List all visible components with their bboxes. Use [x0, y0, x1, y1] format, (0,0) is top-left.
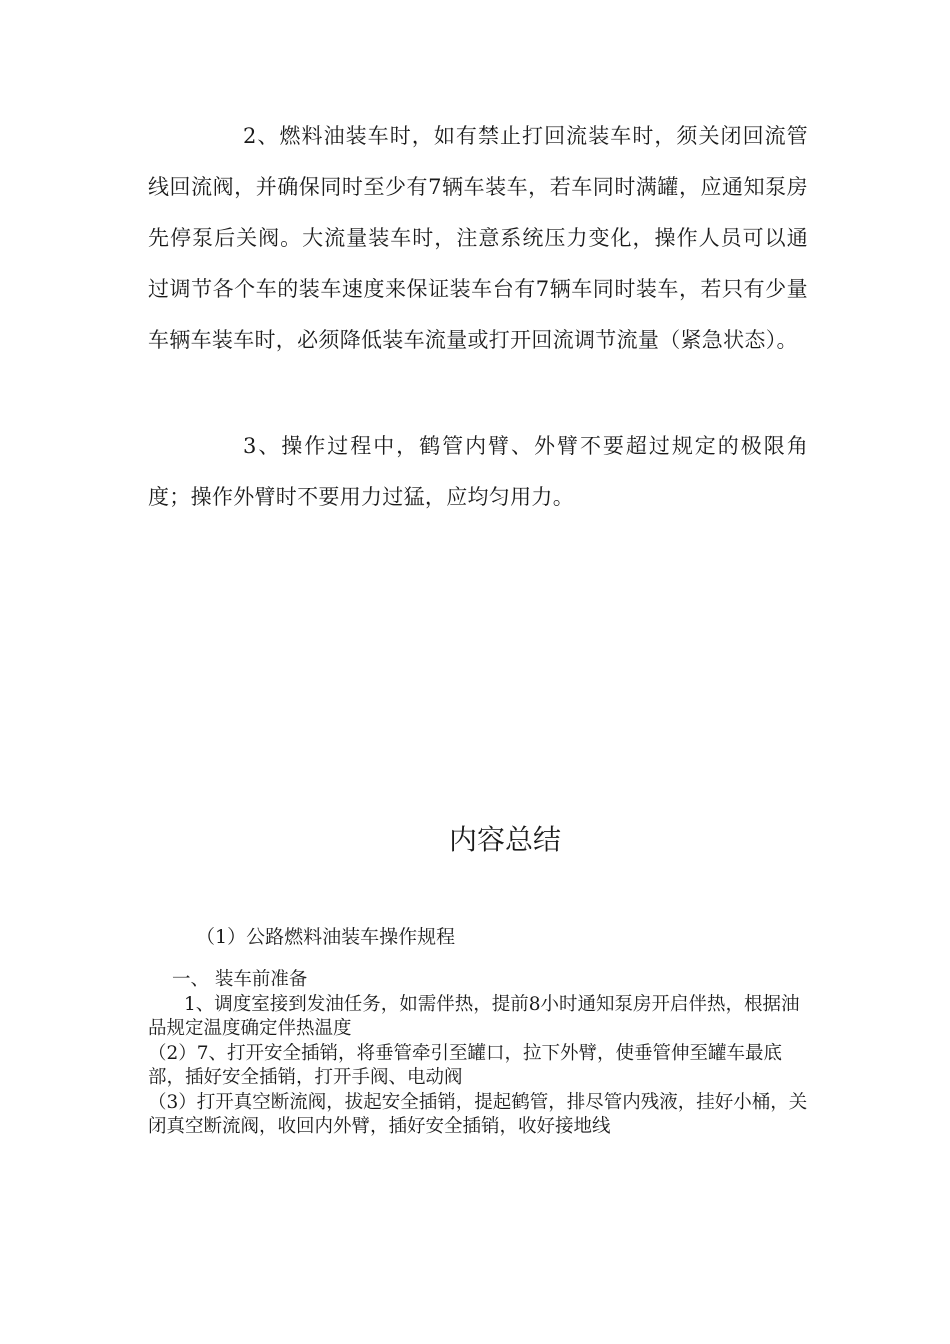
paragraph-step-2: 2、燃料油装车时，如有禁止打回流装车时，须关闭回流管线回流阀，并确保同时至少有7辆车装车，若车同时满罐，应通知泵房先停泵后关阀。大流量装车时，注意系统压力变化，操作人员可以通过调节各个车的装车速度来保证装车台有7辆车同时装车，若只有少量车辆车装车时，必须降低装车流量或打开回流调节流量（紧急状态）。 — [148, 124, 808, 352]
summary-item-1: 1、调度室接到发油任务，如需伴热，提前8小时通知泵房开启伴热，根据油品规定温度确定伴热温度 — [148, 993, 800, 1039]
summary-subtitle: （1）公路燃料油装车操作规程 — [196, 926, 456, 948]
summary-body — [148, 968, 808, 1140]
summary-item-3: （3）打开真空断流阀，拔起安全插销，提起鹤管，排尽管内残液，挂好小桶，关闭真空断流阀，收回内外臂，插好安全插销，收好接地线 — [148, 1091, 808, 1137]
section-heading: 一、 装车前准备 — [172, 969, 308, 990]
summary-item-2: （2）7、打开安全插销，将垂管牵引至罐口，拉下外臂，使垂管伸至罐车最底部，插好安全插销，打开手阀、电动阀 — [148, 1042, 783, 1088]
paragraph-step-3: 3、操作过程中，鹤管内臂、外臂不要超过规定的极限角度；操作外臂时不要用力过猛，应均匀用力。 — [148, 434, 808, 509]
summary-title: 内容总结 — [448, 823, 561, 856]
